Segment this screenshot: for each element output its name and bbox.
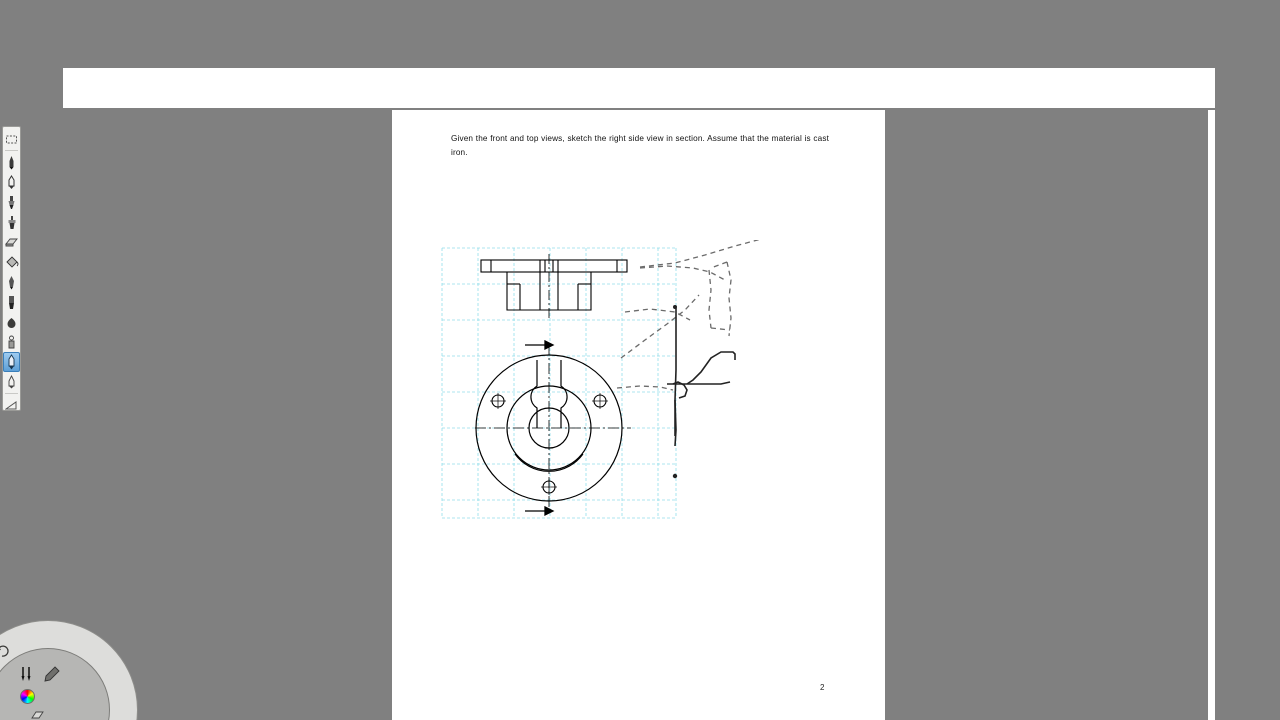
exercise-prompt-text: Given the front and top views, sketch the right side view in section. Assume that the material is cast iron. (451, 134, 829, 157)
freehand-projection-lines (617, 240, 853, 390)
tool-airbrush[interactable] (3, 212, 20, 232)
tool-select-rectangle[interactable] (3, 129, 20, 149)
radial-item-eraser[interactable] (28, 705, 48, 720)
tools-toolbar[interactable] (2, 126, 21, 411)
radial-item-undo[interactable] (0, 640, 12, 660)
page-right-margin (1208, 110, 1215, 720)
radial-item-color-wheel[interactable] (17, 686, 37, 706)
engineering-drawing (435, 240, 865, 530)
tool-measure[interactable] (3, 372, 20, 392)
color-wheel-icon[interactable] (20, 689, 35, 704)
radial-tool-menu[interactable] (0, 620, 138, 720)
radial-item-brush-pair[interactable] (16, 664, 36, 684)
grid-lines (442, 248, 676, 518)
tool-brush[interactable] (3, 192, 20, 212)
tool-smudge[interactable] (3, 312, 20, 332)
front-view (481, 260, 627, 310)
tool-spray[interactable] (3, 332, 20, 352)
toolbar-divider-2 (5, 393, 18, 394)
page-number: 2 (820, 683, 825, 692)
radial-item-pen[interactable] (42, 664, 62, 684)
tool-ink-pen[interactable] (3, 272, 20, 292)
tool-calligraphy-pen[interactable] (3, 172, 20, 192)
tool-fill-bucket[interactable] (3, 252, 20, 272)
toolbar-divider (5, 150, 18, 151)
document-page-previous (63, 68, 1215, 108)
tool-transform[interactable] (3, 395, 20, 415)
tool-eraser[interactable] (3, 232, 20, 252)
tool-marker[interactable] (3, 292, 20, 312)
freehand-side-view-solid (667, 308, 735, 446)
tool-pen[interactable] (3, 152, 20, 172)
tool-pencil-sketch[interactable] (3, 352, 20, 372)
